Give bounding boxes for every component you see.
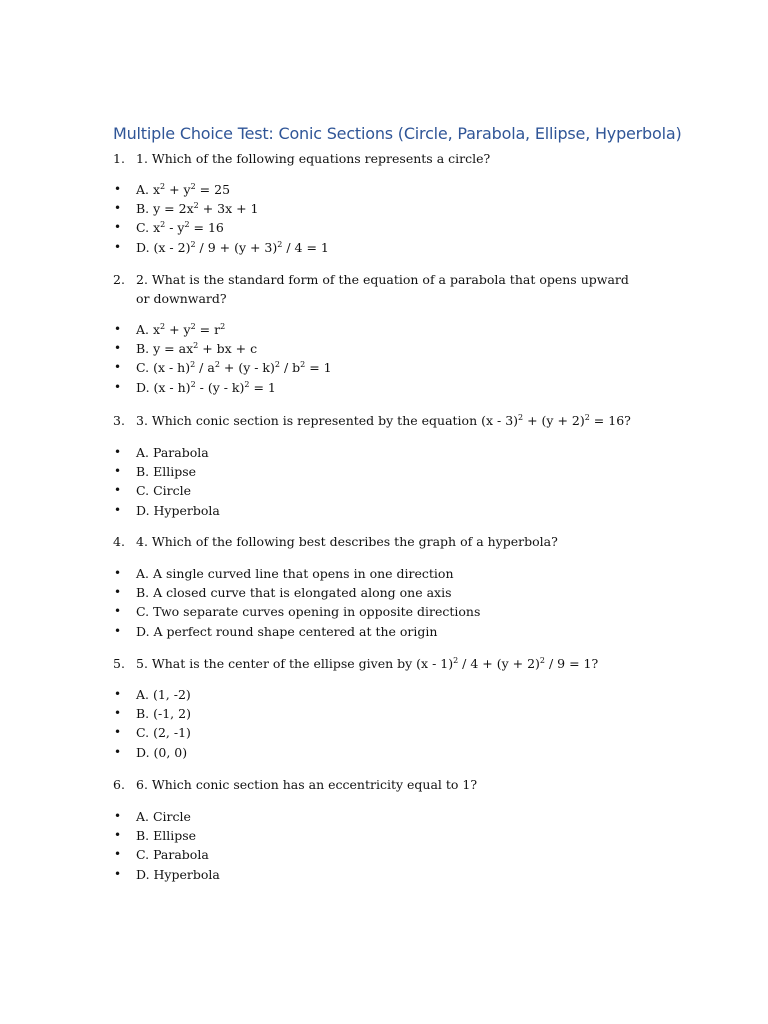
- page-title: Multiple Choice Test: Conic Sections (Circle, Parabola, Ellipse, Hyperbola): [113, 124, 682, 143]
- option-text: B. $y = 2x^2 + 3x + 1$: [136, 201, 259, 217]
- option-item: [113, 199, 329, 218]
- bullet-icon: •: [114, 809, 122, 823]
- bullet-icon: •: [114, 360, 122, 375]
- bullet-icon: •: [114, 182, 122, 196]
- option-item: [113, 583, 480, 602]
- question-number: 6.: [113, 777, 125, 792]
- option-text: A. A single curved line that opens in one direction: [136, 566, 454, 581]
- option-item: [113, 845, 220, 864]
- option-text: C. (2, -1): [136, 725, 191, 741]
- question-text: 4. Which of the following best describes the graph of a hyperbola?: [136, 534, 558, 549]
- bullet-icon: •: [114, 445, 122, 459]
- option-item: [113, 622, 480, 641]
- question-3: [113, 411, 633, 430]
- option-text: C. $(x - h)^2 / a^2 + (y - k)^2 / b^2 = 1$: [136, 360, 332, 376]
- bullet-icon: •: [114, 744, 122, 759]
- option-item: [113, 807, 220, 826]
- question-text: 3. Which conic section is represented by the equation $(x - 3)^2 + (y + 2)^2 = 16$?: [136, 413, 631, 428]
- question-text: 6. Which conic section has an eccentricity equal to 1?: [136, 777, 478, 792]
- option-text: D. (x - h)$^2$ - (y - k)$^2$ = 1: [136, 379, 276, 395]
- question-number: 5.: [113, 656, 125, 671]
- bullet-icon: •: [114, 483, 122, 498]
- option-text: C. $x^2 - y^2 = 16$: [136, 220, 224, 236]
- option-item: [113, 443, 220, 462]
- option-text: D. Hyperbola: [136, 866, 220, 882]
- option-text: D. A perfect round shape centered at the origin: [136, 623, 438, 639]
- bullet-icon: •: [114, 566, 122, 580]
- bullet-icon: •: [114, 866, 122, 881]
- option-item: [113, 826, 220, 845]
- bullet-icon: •: [114, 623, 122, 638]
- option-text: B. (-1, 2): [136, 706, 191, 722]
- question-1: [113, 149, 633, 168]
- options-list-5: [113, 685, 191, 762]
- option-text: A. Circle: [136, 809, 191, 824]
- option-text: D. $(x - 2)^2 / 9 + (y + 3)^2 / 4 = 1$: [136, 239, 329, 255]
- options-list-4: [113, 564, 480, 641]
- option-item: [113, 218, 329, 237]
- question-2: [113, 270, 633, 308]
- option-item: [113, 358, 332, 377]
- question-6: [113, 775, 633, 794]
- bullet-icon: •: [114, 201, 122, 216]
- bullet-icon: •: [114, 585, 122, 600]
- option-text: A. (1, -2): [136, 687, 191, 702]
- option-text: A. $x^2 + y^2 = 25$: [136, 182, 231, 197]
- question-number: 1.: [113, 151, 125, 166]
- options-list-1: [113, 180, 329, 257]
- option-text: A. $x^2 + y^2 = r^2$: [136, 322, 226, 337]
- option-text: B. A closed curve that is elongated along one axis: [136, 585, 452, 601]
- bullet-icon: •: [114, 341, 122, 356]
- option-text: B. $y = ax^2$ + bx + c: [136, 341, 258, 357]
- option-item: [113, 320, 332, 339]
- option-item: [113, 602, 480, 621]
- option-item: [113, 481, 220, 500]
- question-number: 3.: [113, 413, 125, 428]
- question-number: 4.: [113, 534, 125, 549]
- option-item: [113, 501, 220, 520]
- option-item: [113, 339, 332, 358]
- question-text: 1. Which of the following equations represents a circle?: [136, 151, 491, 166]
- bullet-icon: •: [114, 828, 122, 843]
- bullet-icon: •: [114, 725, 122, 740]
- bullet-icon: •: [114, 687, 122, 701]
- option-item: [113, 238, 329, 257]
- option-text: C. Circle: [136, 483, 191, 499]
- bullet-icon: •: [114, 464, 122, 479]
- bullet-icon: •: [114, 604, 122, 619]
- option-text: C. Parabola: [136, 847, 209, 863]
- option-text: B. Ellipse: [136, 828, 197, 844]
- bullet-icon: •: [114, 502, 122, 517]
- bullet-icon: •: [114, 322, 122, 336]
- option-text: C. Two separate curves opening in opposite directions: [136, 604, 481, 620]
- option-item: [113, 865, 220, 884]
- question-text: 5. What is the center of the ellipse given by $(x - 1)^2 / 4 + (y + 2)^2 / 9 = 1$?: [136, 656, 599, 671]
- bullet-icon: •: [114, 706, 122, 721]
- question-5: [113, 654, 633, 673]
- option-item: [113, 462, 220, 481]
- question-4: [113, 532, 633, 551]
- option-text: D. (0, 0): [136, 744, 188, 760]
- option-item: [113, 723, 191, 742]
- option-item: [113, 378, 332, 397]
- option-item: [113, 743, 191, 762]
- option-item: [113, 685, 191, 704]
- option-text: A. Parabola: [136, 445, 209, 460]
- option-text: B. Ellipse: [136, 464, 197, 480]
- options-list-2: [113, 320, 332, 397]
- bullet-icon: •: [114, 220, 122, 235]
- option-item: [113, 564, 480, 583]
- bullet-icon: •: [114, 239, 122, 254]
- options-list-3: [113, 443, 220, 520]
- question-text: 2. What is the standard form of the equation of a parabola that opens upward or downward?: [136, 272, 629, 306]
- question-number: 2.: [113, 272, 125, 287]
- option-item: [113, 180, 329, 199]
- options-list-6: [113, 807, 220, 884]
- bullet-icon: •: [114, 847, 122, 862]
- option-item: [113, 704, 191, 723]
- option-text: D. Hyperbola: [136, 502, 220, 518]
- bullet-icon: •: [114, 379, 122, 394]
